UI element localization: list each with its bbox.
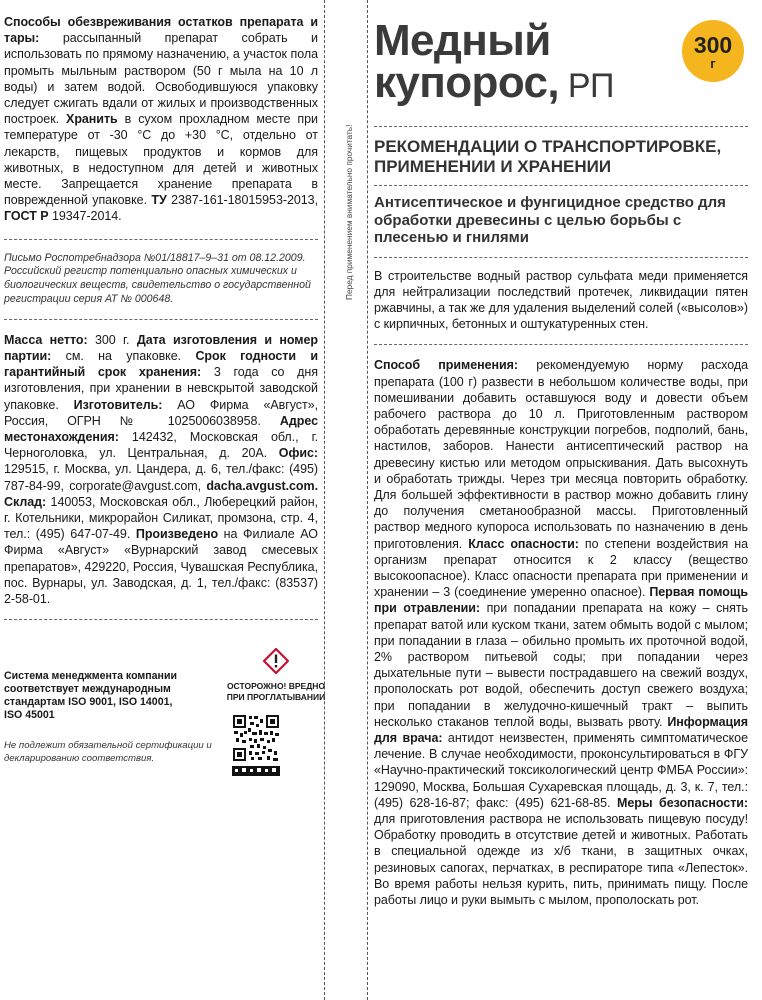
divider [4, 619, 318, 620]
badge-weight-unit: г [710, 56, 716, 71]
divider [374, 126, 748, 127]
divider [4, 239, 318, 240]
doctor-info-label: Информация для врача: [374, 714, 748, 745]
first-aid-label: Первая помощь при отравлении: [374, 585, 748, 616]
qr-code [232, 714, 280, 778]
usage-label: Способ применения: [374, 358, 518, 373]
manufacturer-paragraph: Масса нетто: 300 г. Дата изготовления и номер партии: см. на упаковке. Срок годности и гарантийный срок хранения: 3 года со дня изготовления, при хранении в невскрытой заводской упаковке. Изготовитель: АО Фирма «Август», Россия, ОГРН № 1025006038958. Адрес местонахождения: 142432, Московская обл., г. Черноголовка, ул. Центральная, д. 20А. Офис: 129515, г. Москва, ул. Цандера, д. 6, тел./факс: (495) 787-84-99, corporate@avgust.com, dacha.avgust.com. Склад: 140053, Московская обл., Люберецкий район, г. Котельники, микрорайон Силикат, промзона, стр. 4, тел.: (495) 647-07-49. Произведено на Филиале АО Фирма «Август» «Вурнарский завод смесевых препаратов», 429220, Россия, Чувашская Республика, пос. Вурнары, ул. Заводская, д. 1, тел./факс: (83537) 2-58-01. [4, 332, 318, 607]
hazard-diamond-icon [263, 648, 289, 674]
iso-statement: Система менеджмента компании соответствует международным стандартам ISO 9001, ISO 14001, ISO 45001 [4, 670, 177, 721]
read-before-use-note: Перед применением внимательно прочитать! [344, 124, 354, 300]
product-purpose-heading: Антисептическое и фунгицидное средство для обработки древесины с целью борьбы с плесенью и гнилями [374, 194, 726, 246]
divider [4, 319, 318, 320]
product-title: Медный купорос, РП [374, 16, 614, 107]
registration-note: Письмо Роспотребнадзора №01/18817–9–31 от 08.12.2009. Российский регистр потенциально опасных химических и биологических веществ, свидетельство о государственной регистрации серия АТ № 000648. [4, 251, 311, 306]
cut-line-left [324, 0, 325, 1000]
badge-weight-value: 300 [693, 32, 733, 58]
storage-label: Хранить [66, 112, 118, 127]
weight-badge [682, 20, 744, 82]
cut-line-right [367, 0, 368, 1000]
disposal-label: Способы обезвреживания остатков препарата и тары: [4, 15, 318, 46]
hazard-class-label: Класс опасности: [468, 536, 579, 551]
recommendations-heading: РЕКОМЕНДАЦИИ О ТРАНСПОРТИРОВКЕ, ПРИМЕНЕНИИ И ХРАНЕНИИ [374, 137, 722, 176]
intro-paragraph: В строительстве водный раствор сульфата меди применяется для нейтрализации последствий протечек, ликвидации пятен ржавчины, а так же для удаления выделений солей («высолов») с кирпичных, бетонных и оштукатуренных стен. [374, 268, 748, 332]
hazard-warning-text: ОСТОРОЖНО! ВРЕДНО ПРИ ПРОГЛАТЫВАНИИ [226, 681, 326, 702]
certification-note: Не подлежит обязательной сертификации и декларированию соответствия. [4, 740, 212, 764]
left-column [4, 14, 318, 1000]
safety-label: Меры безопасности: [617, 795, 749, 810]
divider [374, 257, 748, 258]
hazard-warning [226, 648, 326, 702]
right-column [374, 14, 748, 1000]
disposal-storage-paragraph: Способы обезвреживания остатков препарата и тары: рассыпанный препарат собрать и использовать по прямому назначению, а участок пола промыть мыльным раствором (50 г мыла на 10 л воды) и затем водой. Освободившуюся упаковку следует сжигать вдали от жилых и производственных построек. Хранить в сухом прохладном месте при температуре от -30 °С до +30 °С, отдельно от лекарств, пищевых продуктов и кормов для животных, в недоступном для детей и животных месте. Запрещается хранение препарата в поврежденной упаковке. ТУ 2387-161-18015953-2013, ГОСТ Р 19347-2014. [4, 15, 318, 224]
instructions-paragraph: Способ применения: рекомендуемую норму расхода препарата (100 г) развести в небольшом количестве воды, при помешивании добавить оставшуюся воду и довести объем рабочего раствора до 10 л. Приготовленным раствором обработать деревянные конструкции погребов, подполий, бань, настилов, заборов. Нанести антисептический раствор на древесину кистью или методом опрыскивания. Дать высохнуть и обработать трижды. Через три месяца повторить обработку. Для большей эффективности в раствор можно добавить глину до получения сметанообразной массы. Приготовленный раствор медного купороса использовать по назначению в день приготовления. Класс опасности: по степени воздействия на организм препарат относится к 2 классу (вещество высокоопасное). Класс опасности препарата при применении и хранении – 3 (соединение умеренно опасное). Первая помощь при отравлении: при попадании препарата на кожу – снять препарат ватой или куском ткани, затем обмыть водой с мылом; при попадании в глаза – обильно промыть их проточной водой, 2% раствором питьевой соды; при попадании через дыхательные пути – вывести пострадавшего на свежий воздух, прополоскать рот водой, обеспечить доступ свежего воздуха; при попадании в желудочно-кишечный тракт – выпить несколько стаканов теплой воды, вызвать рвоту. Информация для врача: антидот неизвестен, применять симптоматическое лечение. В случае необходимости, проконсультироваться в ФГУ «Научно-практический токсикологический центр ФМБА России»: 129090, Москва, Большая Сухаревская площадь, д. 3, к. 7, тел.: (495) 628-16-87; факс: (495) 621-68-85. Меры безопасности: для приготовления раствора не использовать пищевую посуду! Обработку проводить в отсутствие детей и животных. Работать в специальной одежде из х/б ткани, в защитных очках, резиновых сапогах, перчатках, в респираторе типа «Лепесток». Во время работы нельзя курить, пить, принимать пищу. После работы лицо и руки вымыть с мылом, прополоскать рот. [374, 358, 749, 908]
divider [374, 344, 748, 345]
divider [374, 185, 748, 186]
